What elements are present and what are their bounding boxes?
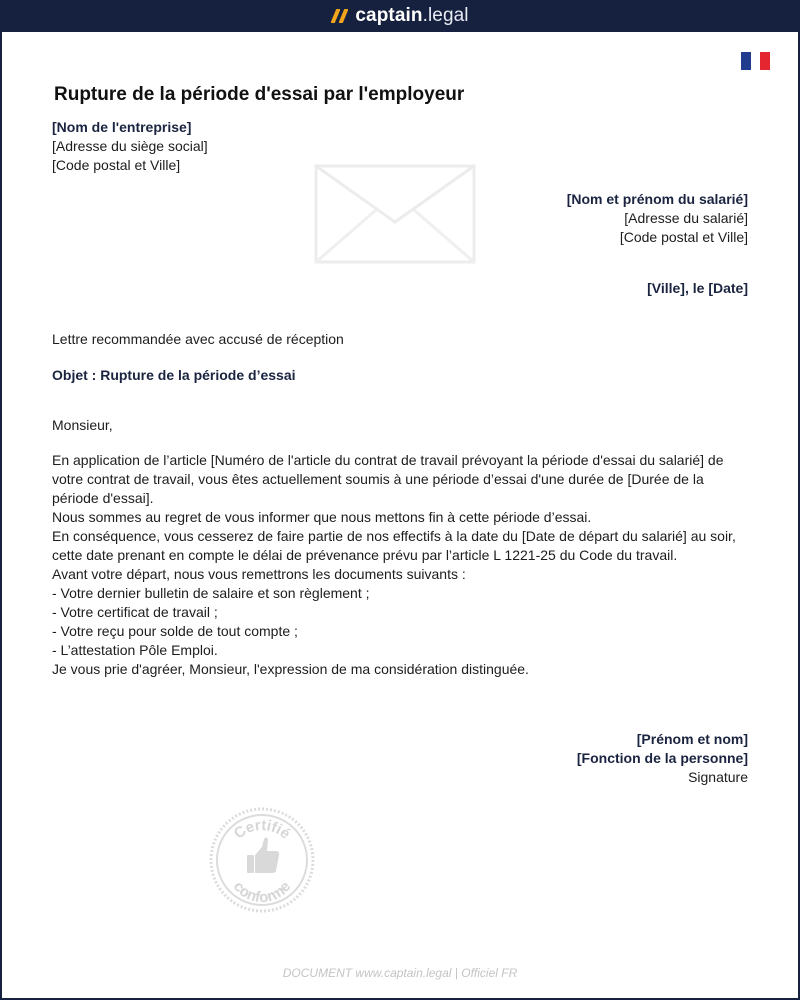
document-list-item: - L’attestation Pôle Emploi. <box>52 642 218 658</box>
flag-red-band <box>760 52 770 70</box>
recipient-address: [Adresse du salarié] <box>624 210 748 226</box>
logo-slash-icon <box>331 9 351 23</box>
french-flag-icon[interactable] <box>741 52 770 70</box>
svg-text:conforme <box>230 878 295 906</box>
flag-blue-band <box>741 52 751 70</box>
thumbs-up-stamp-icon <box>207 805 317 915</box>
body-paragraph: Nous sommes au regret de vous informer que nous mettons fin à cette période d’essai. <box>52 509 592 525</box>
signatory-function: [Fonction de la personne] <box>576 750 748 766</box>
header-bar <box>0 0 800 32</box>
envelope-watermark-icon <box>314 164 476 269</box>
signatory-name: [Prénom et nom] <box>636 731 748 747</box>
document-list-item: - Votre certificat de travail ; <box>52 604 218 620</box>
closing-formula: Je vous prie d'agréer, Monsieur, l'expression de ma considération distinguée. <box>52 661 529 677</box>
recommande-mention: Lettre recommandée avec accusé de réception <box>52 331 344 347</box>
signature-block <box>577 730 748 787</box>
body-paragraph: En conséquence, vous cesserez de faire partie de nos effectifs à la date du [Date de départ du salarié] au soir, cette date prenant en compte le délai de prévenance prévu par l’article L 1221-25 du Code du travail. <box>52 528 736 563</box>
captain-legal-logo[interactable] <box>331 5 468 27</box>
recipient-block <box>567 190 748 247</box>
flag-white-band <box>751 52 761 70</box>
letter-body <box>52 451 742 679</box>
brand-name: captain <box>355 5 423 26</box>
sender-block <box>52 118 208 175</box>
body-paragraph: Avant votre départ, nous vous remettrons les documents suivants : <box>52 566 466 582</box>
sender-city: [Code postal et Ville] <box>52 157 181 173</box>
document-title: Rupture de la période d'essai par l'employeur <box>54 84 465 105</box>
date-line: [Ville], le [Date] <box>647 280 748 296</box>
certified-stamp <box>207 805 317 920</box>
body-paragraph: En application de l’article [Numéro de l'article du contrat de travail prévoyant la période d'essai du salarié] de votre contrat de travail, vous êtes actuellement soumis à une période d’essai d'une durée de [Durée de la période d'essai]. <box>52 452 724 506</box>
objet-line: Objet : Rupture de la période d’essai <box>52 367 296 383</box>
document-list-item: - Votre reçu pour solde de tout compte ; <box>52 623 298 639</box>
signature-label: Signature <box>688 769 748 785</box>
salutation: Monsieur, <box>52 417 113 433</box>
document-list-item: - Votre dernier bulletin de salaire et son règlement ; <box>52 585 370 601</box>
sender-company: [Nom de l'entreprise] <box>52 119 192 135</box>
sender-address: [Adresse du siège social] <box>52 138 208 154</box>
stamp-bottom-text: conforme <box>229 878 295 907</box>
stamp-top-text: Certifié <box>230 816 294 843</box>
document-footer: DOCUMENT www.captain.legal | Officiel FR <box>282 966 518 980</box>
letter-page <box>2 32 798 998</box>
recipient-city: [Code postal et Ville] <box>619 229 748 245</box>
recipient-name: [Nom et prénom du salarié] <box>566 191 748 207</box>
brand-suffix: .legal <box>422 5 469 26</box>
